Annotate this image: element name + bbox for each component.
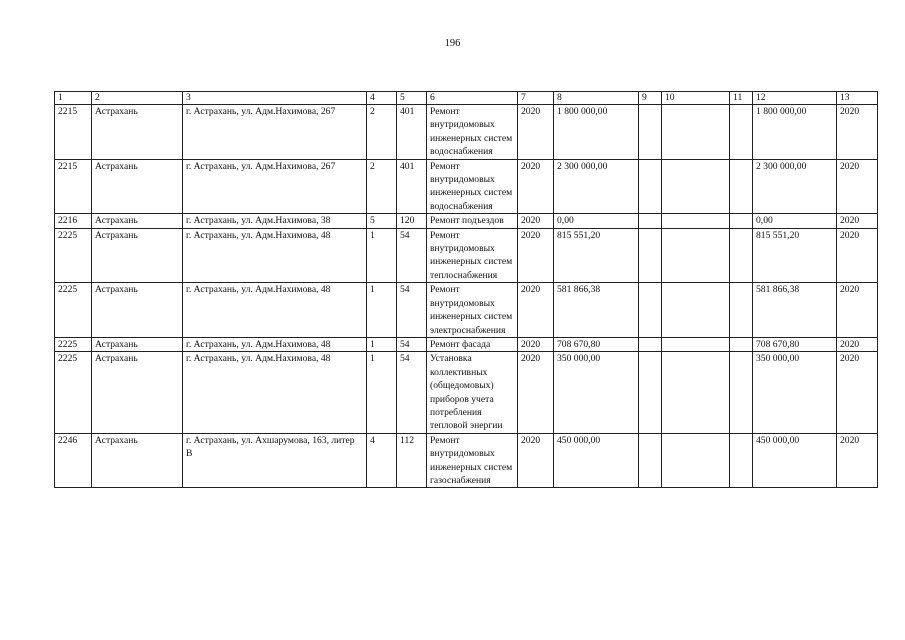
cell-end-year: 2020 bbox=[837, 283, 878, 338]
cell-work-type: Установка коллективных (общедомовых) приборов учета потребления тепловой энергии bbox=[427, 352, 518, 433]
cell-year: 2020 bbox=[518, 337, 554, 351]
cell-address: г. Астрахань, ул. Адм.Нахимова, 267 bbox=[183, 105, 367, 160]
cell-total: 1 800 000,00 bbox=[753, 105, 837, 160]
cell-end-year: 2020 bbox=[837, 352, 878, 433]
cell-year: 2020 bbox=[518, 228, 554, 283]
cell-address: г. Астрахань, ул. Адм.Нахимова, 48 bbox=[183, 283, 367, 338]
cell-year: 2020 bbox=[518, 352, 554, 433]
cell-col5: 54 bbox=[397, 228, 427, 283]
cell-col10 bbox=[662, 228, 730, 283]
cell-amount: 815 551,20 bbox=[554, 228, 639, 283]
cell-col11 bbox=[730, 105, 753, 160]
cell-year: 2020 bbox=[518, 433, 554, 488]
cell-col4: 4 bbox=[367, 433, 397, 488]
cell-number: 2216 bbox=[55, 214, 92, 228]
cell-col9 bbox=[639, 337, 662, 351]
header-cell: 13 bbox=[837, 92, 878, 105]
header-cell: 11 bbox=[730, 92, 753, 105]
cell-work-type: Ремонт внутридомовых инженерных систем водоснабжения bbox=[427, 159, 518, 214]
header-cell: 5 bbox=[397, 92, 427, 105]
cell-year: 2020 bbox=[518, 105, 554, 160]
table-row bbox=[55, 433, 878, 488]
page-number: 196 bbox=[444, 38, 461, 49]
cell-end-year: 2020 bbox=[837, 159, 878, 214]
cell-locality: Астрахань bbox=[92, 214, 183, 228]
cell-amount: 350 000,00 bbox=[554, 352, 639, 433]
cell-col5: 112 bbox=[397, 433, 427, 488]
cell-year: 2020 bbox=[518, 214, 554, 228]
cell-col5: 120 bbox=[397, 214, 427, 228]
cell-col9 bbox=[639, 352, 662, 433]
cell-amount: 0,00 bbox=[554, 214, 639, 228]
cell-locality: Астрахань bbox=[92, 352, 183, 433]
cell-number: 2225 bbox=[55, 352, 92, 433]
cell-total: 2 300 000,00 bbox=[753, 159, 837, 214]
cell-address: г. Астрахань, ул. Адм.Нахимова, 267 bbox=[183, 159, 367, 214]
cell-col4: 5 bbox=[367, 214, 397, 228]
cell-col9 bbox=[639, 433, 662, 488]
cell-total: 350 000,00 bbox=[753, 352, 837, 433]
cell-address: г. Астрахань, ул. Адм.Нахимова, 48 bbox=[183, 337, 367, 351]
cell-col11 bbox=[730, 337, 753, 351]
cell-end-year: 2020 bbox=[837, 228, 878, 283]
cell-locality: Астрахань bbox=[92, 105, 183, 160]
cell-col11 bbox=[730, 283, 753, 338]
cell-number: 2225 bbox=[55, 228, 92, 283]
cell-work-type: Ремонт внутридомовых инженерных систем водоснабжения bbox=[427, 105, 518, 160]
cell-number: 2225 bbox=[55, 337, 92, 351]
table-row bbox=[55, 283, 878, 338]
cell-total: 450 000,00 bbox=[753, 433, 837, 488]
cell-col10 bbox=[662, 283, 730, 338]
cell-address: г. Астрахань, ул. Адм.Нахимова, 48 bbox=[183, 228, 367, 283]
cell-col10 bbox=[662, 214, 730, 228]
cell-col9 bbox=[639, 214, 662, 228]
cell-col9 bbox=[639, 105, 662, 160]
cell-col9 bbox=[639, 283, 662, 338]
header-cell: 7 bbox=[518, 92, 554, 105]
cell-address: г. Астрахань, ул. Ахшарумова, 163, литер В bbox=[183, 433, 367, 488]
cell-col9 bbox=[639, 159, 662, 214]
cell-col4: 1 bbox=[367, 228, 397, 283]
cell-number: 2215 bbox=[55, 159, 92, 214]
cell-col10 bbox=[662, 352, 730, 433]
cell-end-year: 2020 bbox=[837, 214, 878, 228]
cell-col9 bbox=[639, 228, 662, 283]
table-row bbox=[55, 214, 878, 228]
cell-work-type: Ремонт внутридомовых инженерных систем газоснабжения bbox=[427, 433, 518, 488]
cell-year: 2020 bbox=[518, 159, 554, 214]
cell-locality: Астрахань bbox=[92, 228, 183, 283]
cell-locality: Астрахань bbox=[92, 337, 183, 351]
cell-col11 bbox=[730, 433, 753, 488]
cell-col10 bbox=[662, 159, 730, 214]
cell-col4: 1 bbox=[367, 283, 397, 338]
cell-col5: 54 bbox=[397, 283, 427, 338]
cell-col11 bbox=[730, 159, 753, 214]
header-cell: 2 bbox=[92, 92, 183, 105]
cell-locality: Астрахань bbox=[92, 433, 183, 488]
cell-end-year: 2020 bbox=[837, 105, 878, 160]
cell-year: 2020 bbox=[518, 283, 554, 338]
table-body bbox=[55, 92, 878, 488]
header-cell: 3 bbox=[183, 92, 367, 105]
cell-end-year: 2020 bbox=[837, 433, 878, 488]
cell-amount: 708 670,80 bbox=[554, 337, 639, 351]
cell-col11 bbox=[730, 228, 753, 283]
table-header-row bbox=[55, 92, 878, 105]
cell-col4: 1 bbox=[367, 337, 397, 351]
cell-col10 bbox=[662, 337, 730, 351]
cell-work-type: Ремонт внутридомовых инженерных систем теплоснабжения bbox=[427, 228, 518, 283]
cell-number: 2215 bbox=[55, 105, 92, 160]
cell-col5: 54 bbox=[397, 352, 427, 433]
cell-address: г. Астрахань, ул. Адм.Нахимова, 38 bbox=[183, 214, 367, 228]
header-cell: 8 bbox=[554, 92, 639, 105]
header-cell: 1 bbox=[55, 92, 92, 105]
cell-work-type: Ремонт фасада bbox=[427, 337, 518, 351]
cell-amount: 1 800 000,00 bbox=[554, 105, 639, 160]
header-cell: 4 bbox=[367, 92, 397, 105]
cell-col4: 2 bbox=[367, 159, 397, 214]
cell-col10 bbox=[662, 433, 730, 488]
cell-total: 581 866,38 bbox=[753, 283, 837, 338]
table-row bbox=[55, 159, 878, 214]
header-cell: 10 bbox=[662, 92, 730, 105]
cell-locality: Астрахань bbox=[92, 283, 183, 338]
cell-amount: 450 000,00 bbox=[554, 433, 639, 488]
table-row bbox=[55, 105, 878, 160]
cell-work-type: Ремонт внутридомовых инженерных систем электроснабжения bbox=[427, 283, 518, 338]
cell-total: 0,00 bbox=[753, 214, 837, 228]
cell-number: 2225 bbox=[55, 283, 92, 338]
cell-col11 bbox=[730, 214, 753, 228]
cell-col11 bbox=[730, 352, 753, 433]
cell-locality: Астрахань bbox=[92, 159, 183, 214]
cell-amount: 581 866,38 bbox=[554, 283, 639, 338]
header-cell: 6 bbox=[427, 92, 518, 105]
cell-work-type: Ремонт подъездов bbox=[427, 214, 518, 228]
cell-number: 2246 bbox=[55, 433, 92, 488]
cell-total: 815 551,20 bbox=[753, 228, 837, 283]
cell-address: г. Астрахань, ул. Адм.Нахимова, 48 bbox=[183, 352, 367, 433]
cell-col10 bbox=[662, 105, 730, 160]
cell-col5: 54 bbox=[397, 337, 427, 351]
table-row bbox=[55, 228, 878, 283]
header-cell: 9 bbox=[639, 92, 662, 105]
data-table bbox=[54, 91, 878, 488]
table-row bbox=[55, 337, 878, 351]
header-cell: 12 bbox=[753, 92, 837, 105]
cell-total: 708 670,80 bbox=[753, 337, 837, 351]
cell-col5: 401 bbox=[397, 105, 427, 160]
cell-col4: 1 bbox=[367, 352, 397, 433]
cell-end-year: 2020 bbox=[837, 337, 878, 351]
table-row bbox=[55, 352, 878, 433]
cell-col4: 2 bbox=[367, 105, 397, 160]
cell-amount: 2 300 000,00 bbox=[554, 159, 639, 214]
cell-col5: 401 bbox=[397, 159, 427, 214]
